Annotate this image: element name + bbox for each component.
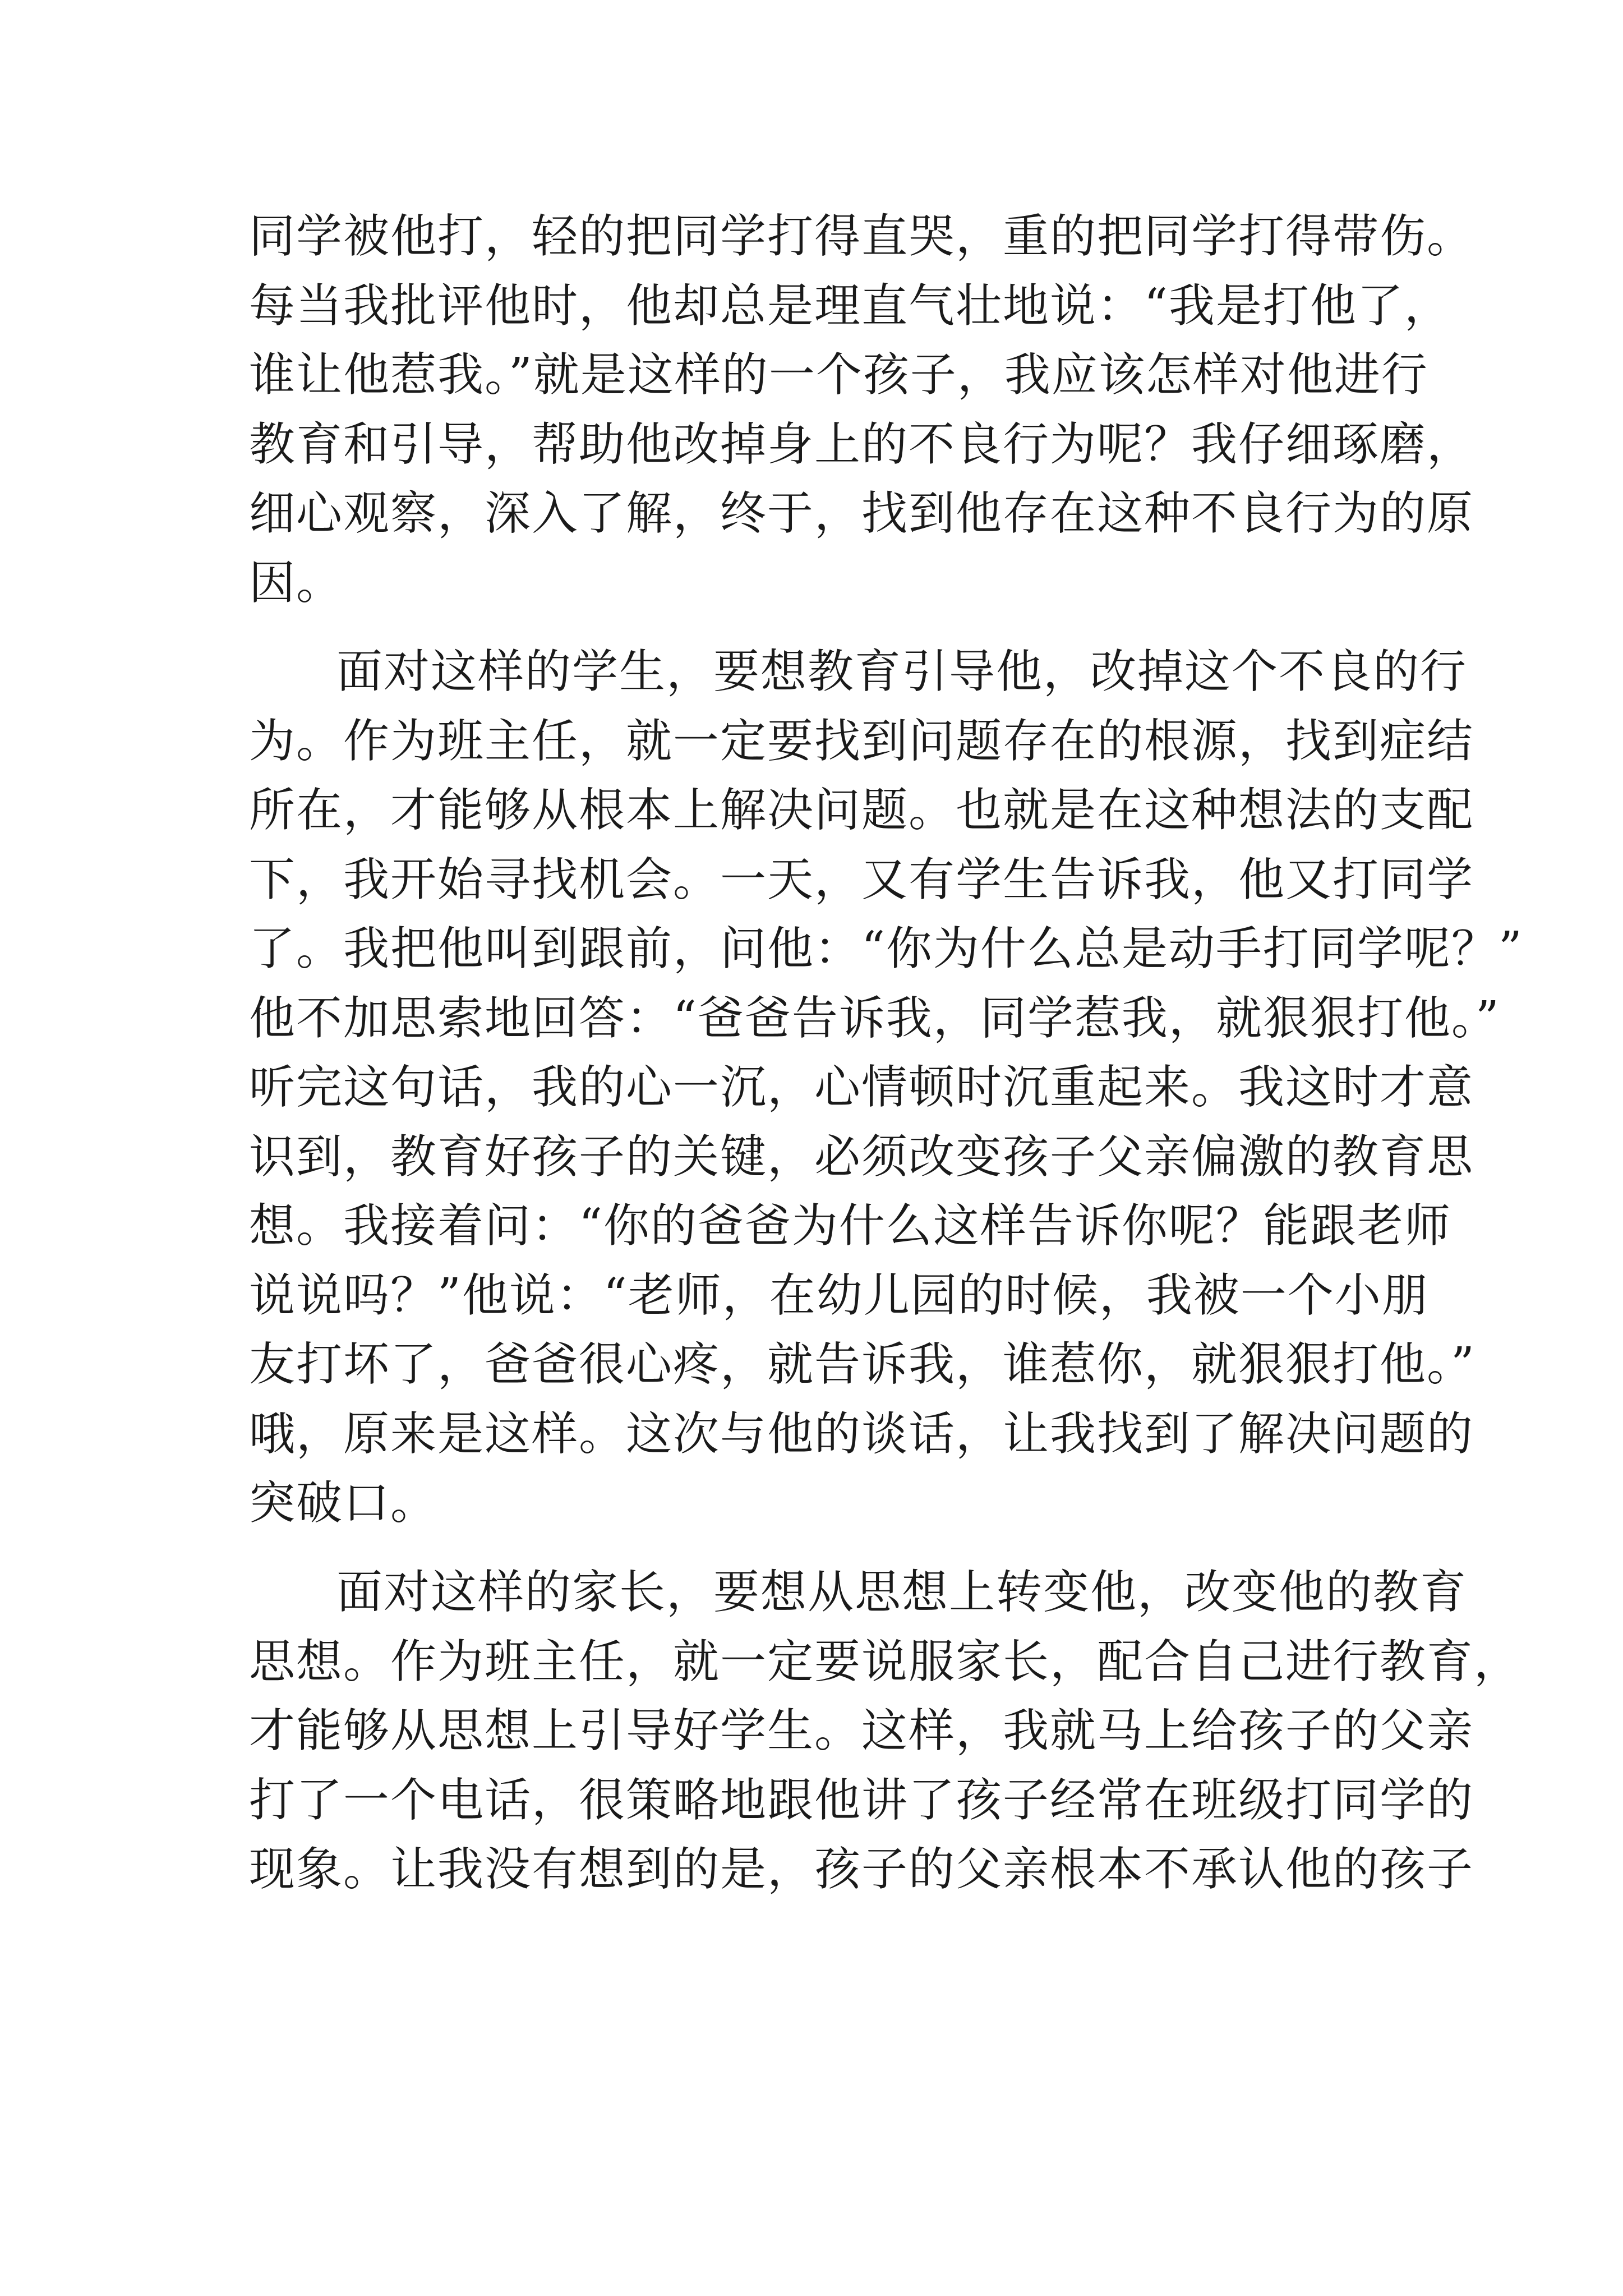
text-line: 突破口。: [249, 1476, 438, 1530]
text-line: 友打坏了，爸爸很心疼，就告诉我，谁惹你，就狠狠打他。”: [249, 1338, 1476, 1391]
text-line: 哦，原来是这样。这次与他的谈话，让我找到了解决问题的: [249, 1407, 1474, 1461]
text-line: 了。我把他叫到跟前，问他：“你为什么总是动手打同学呢？”: [249, 922, 1523, 976]
text-line: 他不加思索地回答：“爸爸告诉我，同学惹我，就狠狠打他。”: [249, 992, 1500, 1045]
text-line: 思想。作为班主任，就一定要说服家长，配合自己进行教育，: [249, 1635, 1521, 1688]
text-line: 听完这句话，我的心一沉，心情顿时沉重起来。我这时才意: [249, 1061, 1474, 1114]
paragraph-first-line: 面对这样的家长，要想从思想上转变他，改变他的教育: [336, 1566, 1468, 1619]
text-line: 现象。让我没有想到的是，孩子的父亲根本不承认他的孩子: [249, 1843, 1474, 1896]
text-line: 同学被他打，轻的把同学打得直哭，重的把同学打得带伤。: [249, 210, 1474, 263]
text-line: 因。: [249, 556, 344, 610]
text-line: 下，我开始寻找机会。一天，又有学生告诉我，他又打同学: [249, 853, 1474, 907]
text-line: 细心观察，深入了解，终于，找到他存在这种不良行为的原: [249, 487, 1474, 540]
text-line: 所在，才能够从根本上解决问题。也就是在这种想法的支配: [249, 784, 1474, 837]
text-line: 想。我接着问：“你的爸爸为什么这样告诉你呢？能跟老师: [249, 1199, 1451, 1253]
text-line: 教育和引导，帮助他改掉身上的不良行为呢？我仔细琢磨，: [249, 418, 1474, 471]
text-line: 谁让他惹我。”就是这样的一个孩子，我应该怎样对他进行: [249, 348, 1428, 402]
text-line: 为。作为班主任，就一定要找到问题存在的根源，找到症结: [249, 715, 1474, 768]
text-line: 每当我批评他时，他却总是理直气壮地说：“我是打他了，: [249, 279, 1451, 333]
paragraph-first-line: 面对这样的学生，要想教育引导他，改掉这个不良的行: [336, 645, 1468, 698]
text-line: 识到，教育好孩子的关键，必须改变孩子父亲偏激的教育思: [249, 1130, 1474, 1184]
text-line: 说说吗？”他说：“老师，在幼儿园的时候，我被一个小朋: [249, 1269, 1429, 1322]
text-line: 打了一个电话，很策略地跟他讲了孩子经常在班级打同学的: [249, 1774, 1474, 1827]
text-line: 才能够从思想上引导好学生。这样，我就马上给孩子的父亲: [249, 1704, 1474, 1757]
